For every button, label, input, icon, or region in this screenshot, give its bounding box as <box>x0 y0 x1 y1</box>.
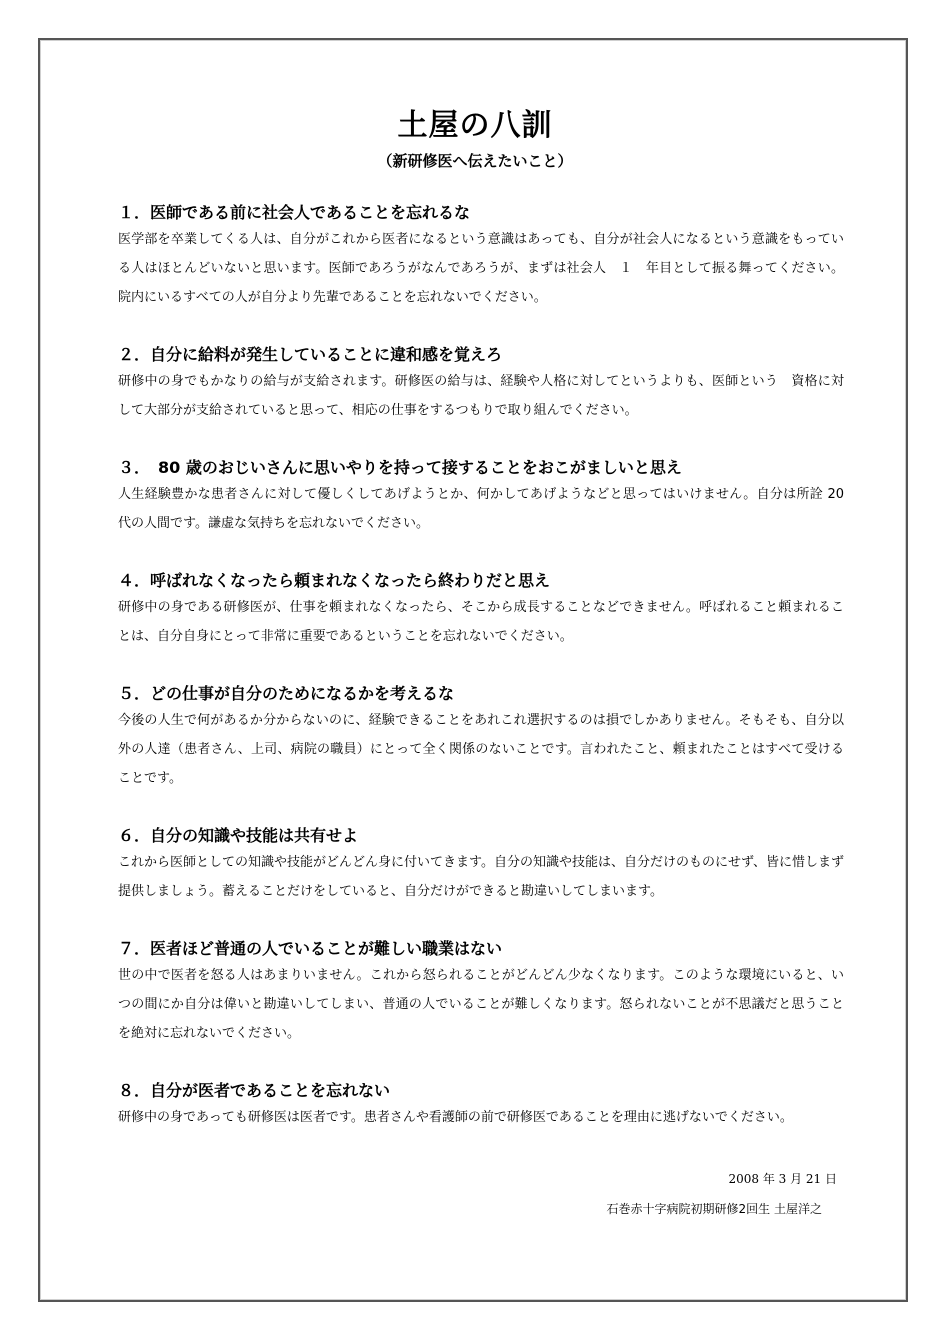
principle-5 <box>118 682 844 793</box>
principle-body: 医学部を卒業してくる人は、自分がこれから医者になるという意識はあっても、自分が社会人になるという意識をもっている人はほとんどいないと思います。医師であろうがなんであろうが、まずは社会人 １ 年目として振る舞ってください。院内にいるすべての人が自分より先輩であることを忘れないでください。 <box>118 232 844 305</box>
principle-8 <box>118 1079 844 1132</box>
principle-heading: ２．自分に給料が発生していることに違和感を覚えろ <box>118 345 503 364</box>
principle-heading: １．医師である前に社会人であることを忘れるな <box>118 203 471 222</box>
principle-body: 研修中の身でもかなりの給与が支給されます。研修医の給与は、経験や人格に対してというよりも、医師という 資格に対して大部分が支給されていると思って、相応の仕事をするつもりで取り組んでください。 <box>118 374 844 418</box>
principle-body: 人生経験豊かな患者さんに対して優しくしてあげようとか、何かしてあげようなどと思ってはいけません。自分は所詮 20 代の人間です。謙虚な気持ちを忘れないでください。 <box>118 487 844 531</box>
principle-heading: ８．自分が医者であることを忘れない <box>118 1081 391 1100</box>
principles-list <box>118 201 844 1132</box>
principle-6 <box>118 824 844 906</box>
principle-body: 世の中で医者を怒る人はあまりいません。これから怒られることがどんどん少なくなります。このような環境にいると、いつの間にか自分は偉いと勘違いしてしまい、普通の人でいることが難しくなります。怒られないことが不思議だと思うことを絶対に忘れないでください。 <box>118 968 844 1041</box>
principle-heading: ６．自分の知識や技能は共有せよ <box>118 826 359 845</box>
principle-7 <box>118 937 844 1048</box>
document-title: 土屋の八訓 <box>397 108 553 143</box>
principle-heading: ７．医者ほど普通の人でいることが難しい職業はない <box>118 939 503 958</box>
principle-heading: ５．どの仕事が自分のためになるかを考えるな <box>118 684 455 703</box>
principle-2 <box>118 343 844 425</box>
principle-body: これから医師としての知識や技能がどんどん身に付いてきます。自分の知識や技能は、自分だけのものにせず、皆に惜しまず提供しましょう。蓄えることだけをしていると、自分だけができると勘違いしてしまいます。 <box>118 855 844 899</box>
document-date: 2008 年 3 月 21 日 <box>728 1172 837 1186</box>
principle-4 <box>118 569 844 651</box>
principle-heading: ４．呼ばれなくなったら頼まれなくなったら終わりだと思え <box>118 571 551 590</box>
principle-heading: ３． 80 歳のおじいさんに思いやりを持って接することをおこがましいと思え <box>118 458 682 477</box>
author-signature: 石巻赤十字病院初期研修2回生 土屋洋之 <box>606 1202 822 1216</box>
document-subtitle: （新研修医へ伝えたいこと） <box>377 152 573 170</box>
principle-body: 研修中の身である研修医が、仕事を頼まれなくなったら、そこから成長することなどできません。呼ばれること頼まれることは、自分自身にとって非常に重要であるということを忘れないでください。 <box>118 600 844 644</box>
principle-1 <box>118 201 844 312</box>
principle-body: 今後の人生で何があるか分からないのに、経験できることをあれこれ選択するのは損でしかありません。そもそも、自分以外の人達（患者さん、上司、病院の職員）にとって全く関係のないことです。言われたこと、頼まれたことはすべて受けることです。 <box>118 713 844 786</box>
principle-3 <box>118 456 844 538</box>
principle-body: 研修中の身であっても研修医は医者です。患者さんや看護師の前で研修医であることを理由に逃げないでください。 <box>118 1110 793 1125</box>
